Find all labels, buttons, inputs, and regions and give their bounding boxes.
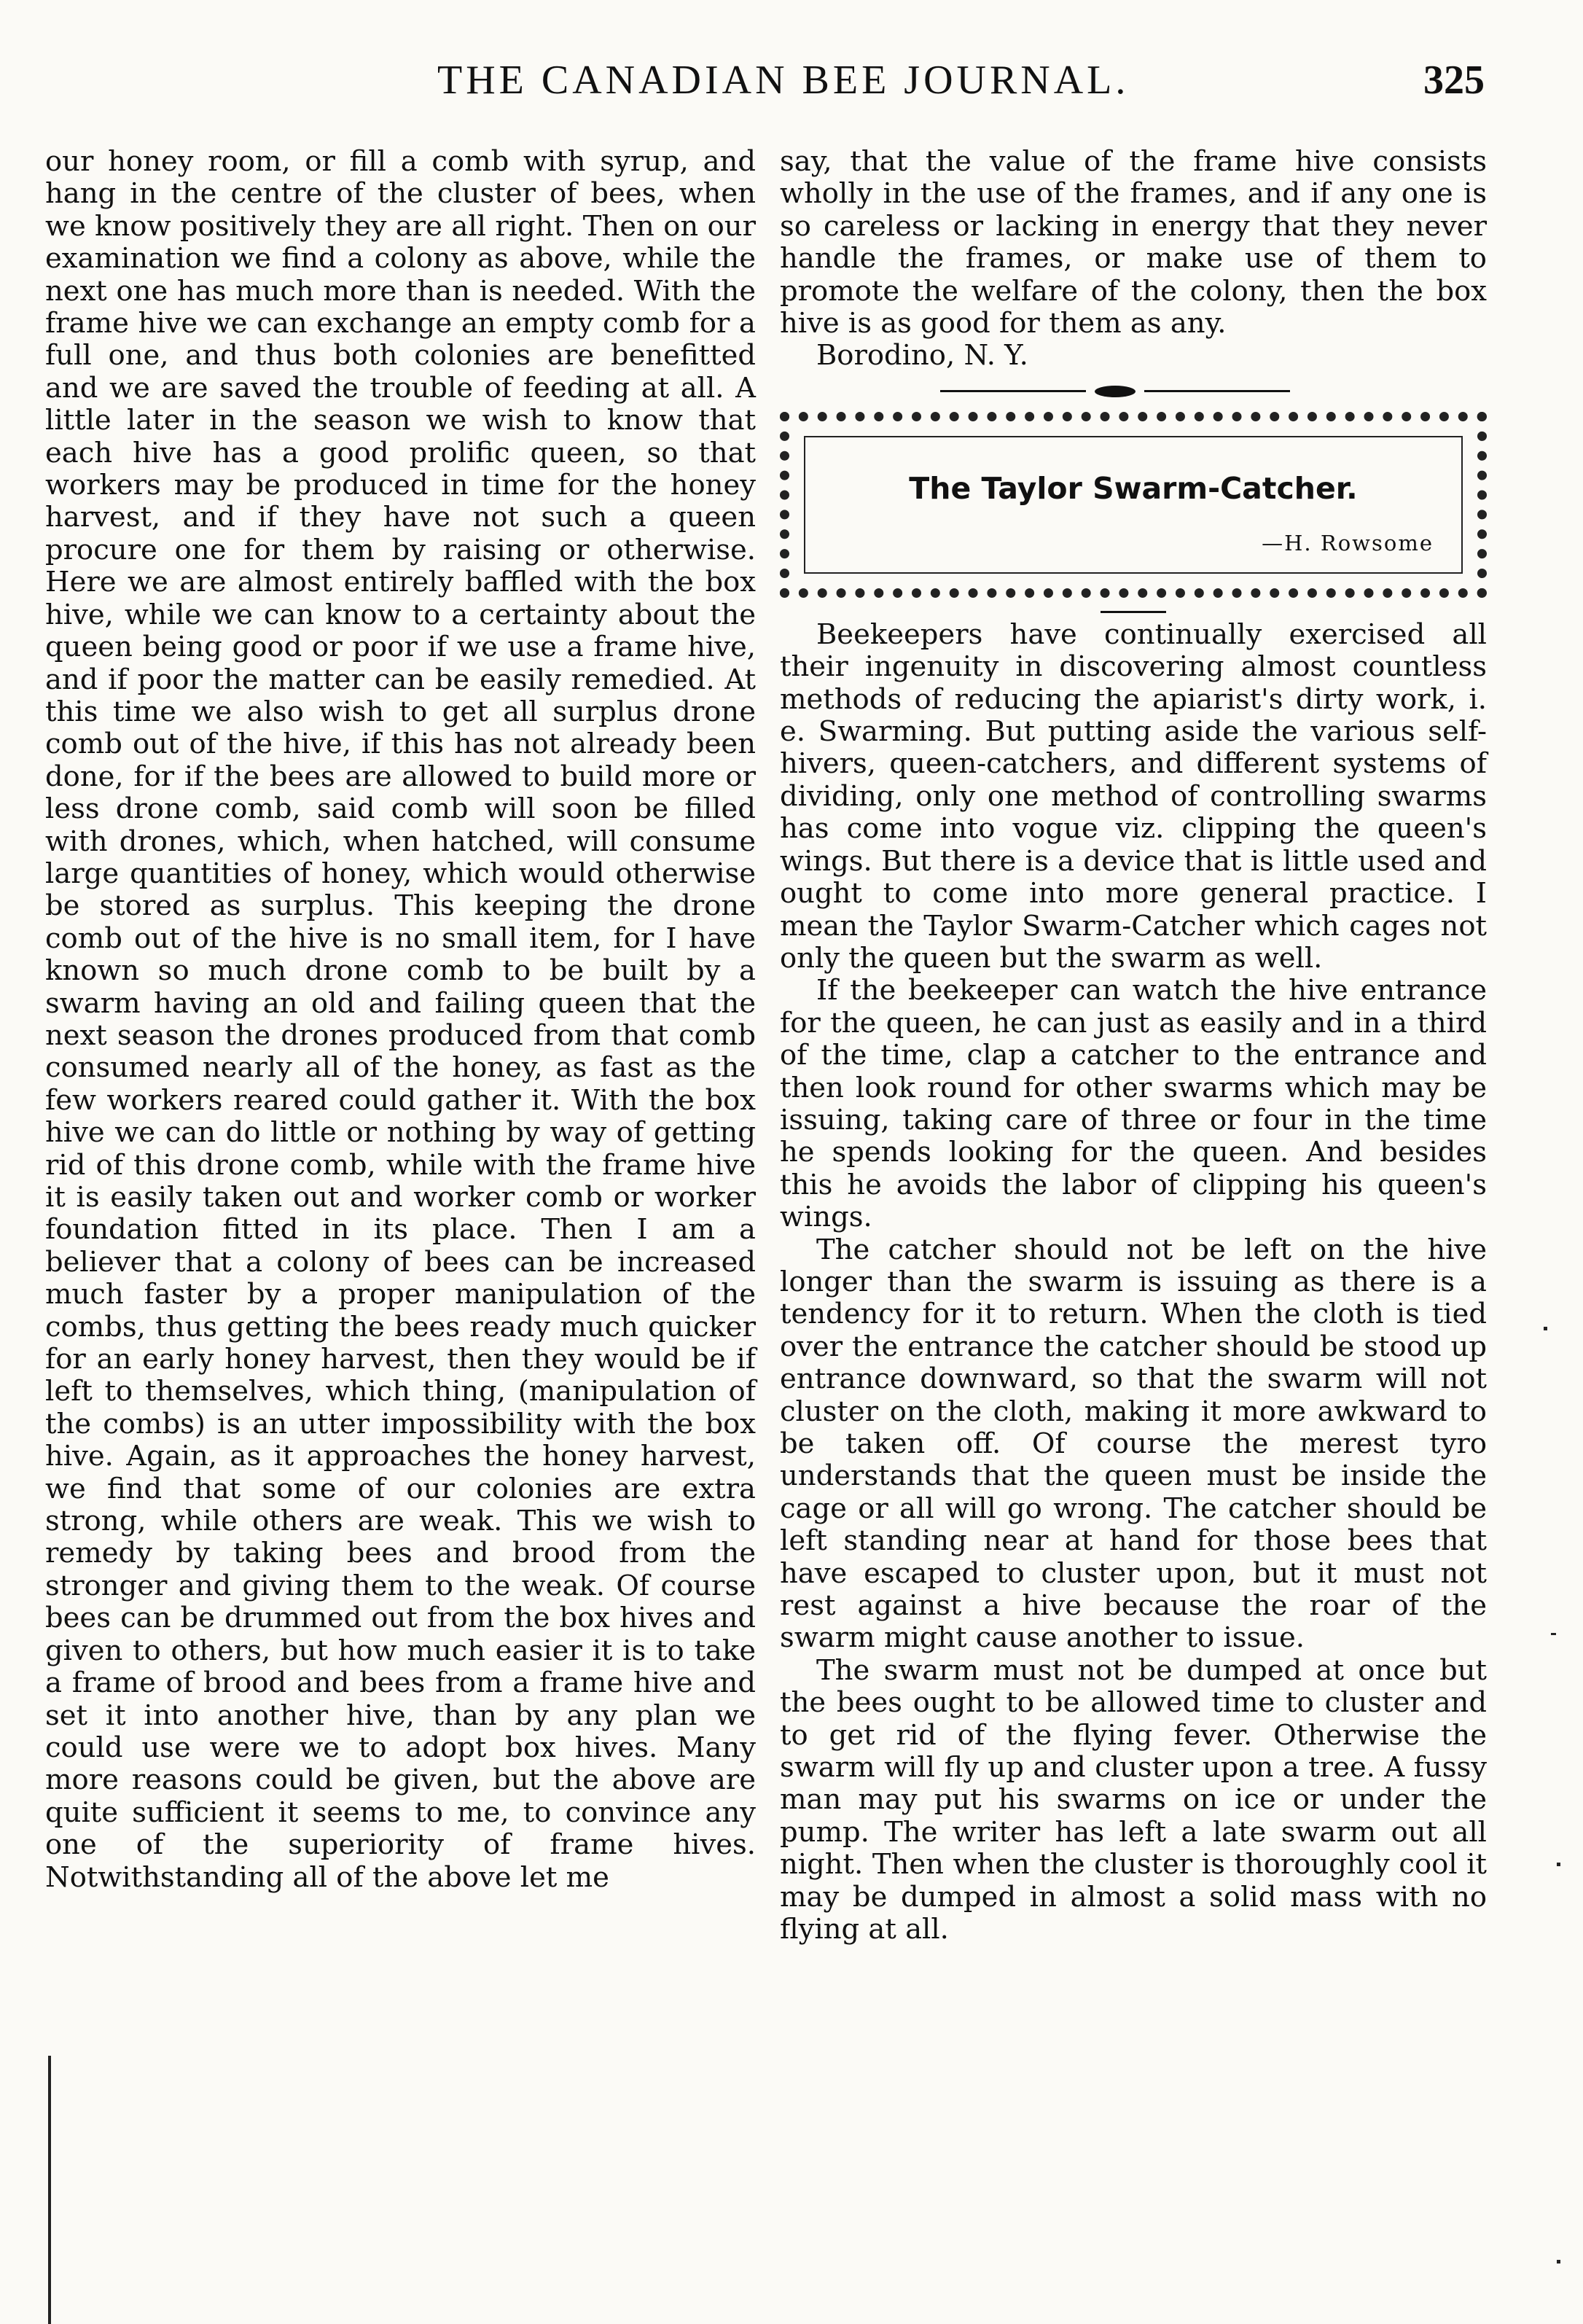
short-rule [1101, 611, 1166, 613]
margin-mark [1551, 1633, 1556, 1635]
margin-mark [48, 2056, 51, 2324]
margin-mark [1557, 2260, 1560, 2263]
article-title: The Taylor Swarm-Catcher. [909, 470, 1358, 506]
ornamental-rule [780, 380, 1487, 402]
body-paragraph: Beekeepers have continually exercised all their ingenuity in discovering almost countless methods of reducing the apiarist's dirty work, i. e. Swarming. But putting aside the various self-hivers, queen-catchers, and different systems of dividing, only one method of controlling swarms has come into vogue viz. clipping the queen's wings. But there is a device that is little used and ought to come into more general practice. I mean the Taylor Swarm-Catcher which cages not only the queen but the swarm as well. [780, 617, 1487, 975]
body-paragraph: The swarm must not be dumped at once but the bees ought to be allowed time to cluster and to get rid of the flying fever. Otherwise the swarm will fly up and cluster upon a tree. A fussy man may put his swarms on ice or under the pump. The writer has left a late swarm out all night. Then when the cluster is thoroughly cool it may be dumped in almost a solid mass with no flying at all. [780, 1653, 1487, 1946]
margin-mark [1557, 1863, 1560, 1866]
right-column [780, 146, 1487, 1946]
author-location: Borodino, N. Y. [816, 339, 1028, 373]
article-author: —H. Rowsome [1262, 530, 1434, 555]
article-title-box [780, 412, 1487, 598]
left-column [45, 146, 756, 1894]
margin-mark [1544, 1327, 1547, 1330]
page-number: 325 [1423, 58, 1485, 103]
body-paragraph: If the beekeeper can watch the hive entrance for the queen, he can just as easily and in a third of the time, clap a catcher to the entrance and then look round for other swarms which may be issuing, taking care of three or four in the time he spends looking for the queen. And besides this he avoids the labor of clipping his queen's wings. [780, 974, 1487, 1234]
body-paragraph: The catcher should not be left on the hive longer than the swarm is issuing as there is a tendency for it to return. When the cloth is tied over the entrance the catcher should be stood up entrance downward, so that the swarm will not cluster on the cloth, making it more awkward to be taken off. Of course the merest tyro understands that the queen must be inside the cage or all will go wrong. The catcher should be left standing near at hand for those bees that have escaped to cluster upon, but it must not rest against a hive because the roar of the swarm might cause another to issue. [780, 1233, 1487, 1655]
running-title: THE CANADIAN BEE JOURNAL. [437, 58, 1130, 103]
body-paragraph: our honey room, or fill a comb with syrup, and hang in the centre of the cluster of bees, when we know positively they are all right. Then on our examination we find a colony as above, while the next one has much more than is needed. With the frame hive we can exchange an empty comb for a full one, and thus both colonies are benefitted and we are saved the trouble of feeding at all. A little later in the season we wish to know that each hive has a good prolific queen, so that workers may be produced in time for the honey harvest, and if they have not such a queen procure one for them by raising or otherwise. Here we are almost entirely baffled with the box hive, while we can know to a certainty about the queen being good or poor if we use a frame hive, and if poor the matter can be easily remedied. At this time we also wish to get all surplus drone comb out of the hive, if this has not already been done, for if the bees are allowed to build more or less drone comb, said comb will soon be filled with drones, which, when hatched, will consume large quantities of honey, which would otherwise be stored as surplus. This keeping the drone comb out of the hive is no small item, for I have known so much drone comb to be built by a swarm having an old and failing queen that the next season the drones produced from that comb consumed nearly all of the honey, as fast as the few workers reared could gather it. With the box hive we can do little or nothing by way of getting rid of this drone comb, while with the frame hive it is easily taken out and worker comb or worker foundation fitted in its place. Then I am a believer that a colony of bees can be increased much faster by a proper manipulation of the combs, thus getting the bees ready much quicker for an early honey harvest, then they would be if left to themselves, which thing, (manipulation of the combs) is an utter impossibility with the box hive. Again, as it approaches the honey harvest, we find that some of our colonies are extra strong, while others are weak. This we wish to remedy by taking bees and brood from the stronger and giving them to the weak. Of course bees can be drummed out from the box hives and given to others, but how much easier it is to take a frame of brood and bees from a frame hive and set it into another hive, than by any plan we could use were we to adopt box hives. Many more reasons could be given, but the above are quite sufficient it seems to me, to convince any one of the superiority of frame hives. Notwithstanding all of the above let me [45, 145, 756, 1894]
page-header [0, 57, 1583, 108]
continuation-paragraph: say, that the value of the frame hive consists wholly in the use of the frames, and if any one is so careless or lacking in energy that they never handle the frames, or make use of them to promote the welfare of the colony, then the box hive is as good for them as any. [780, 145, 1487, 340]
